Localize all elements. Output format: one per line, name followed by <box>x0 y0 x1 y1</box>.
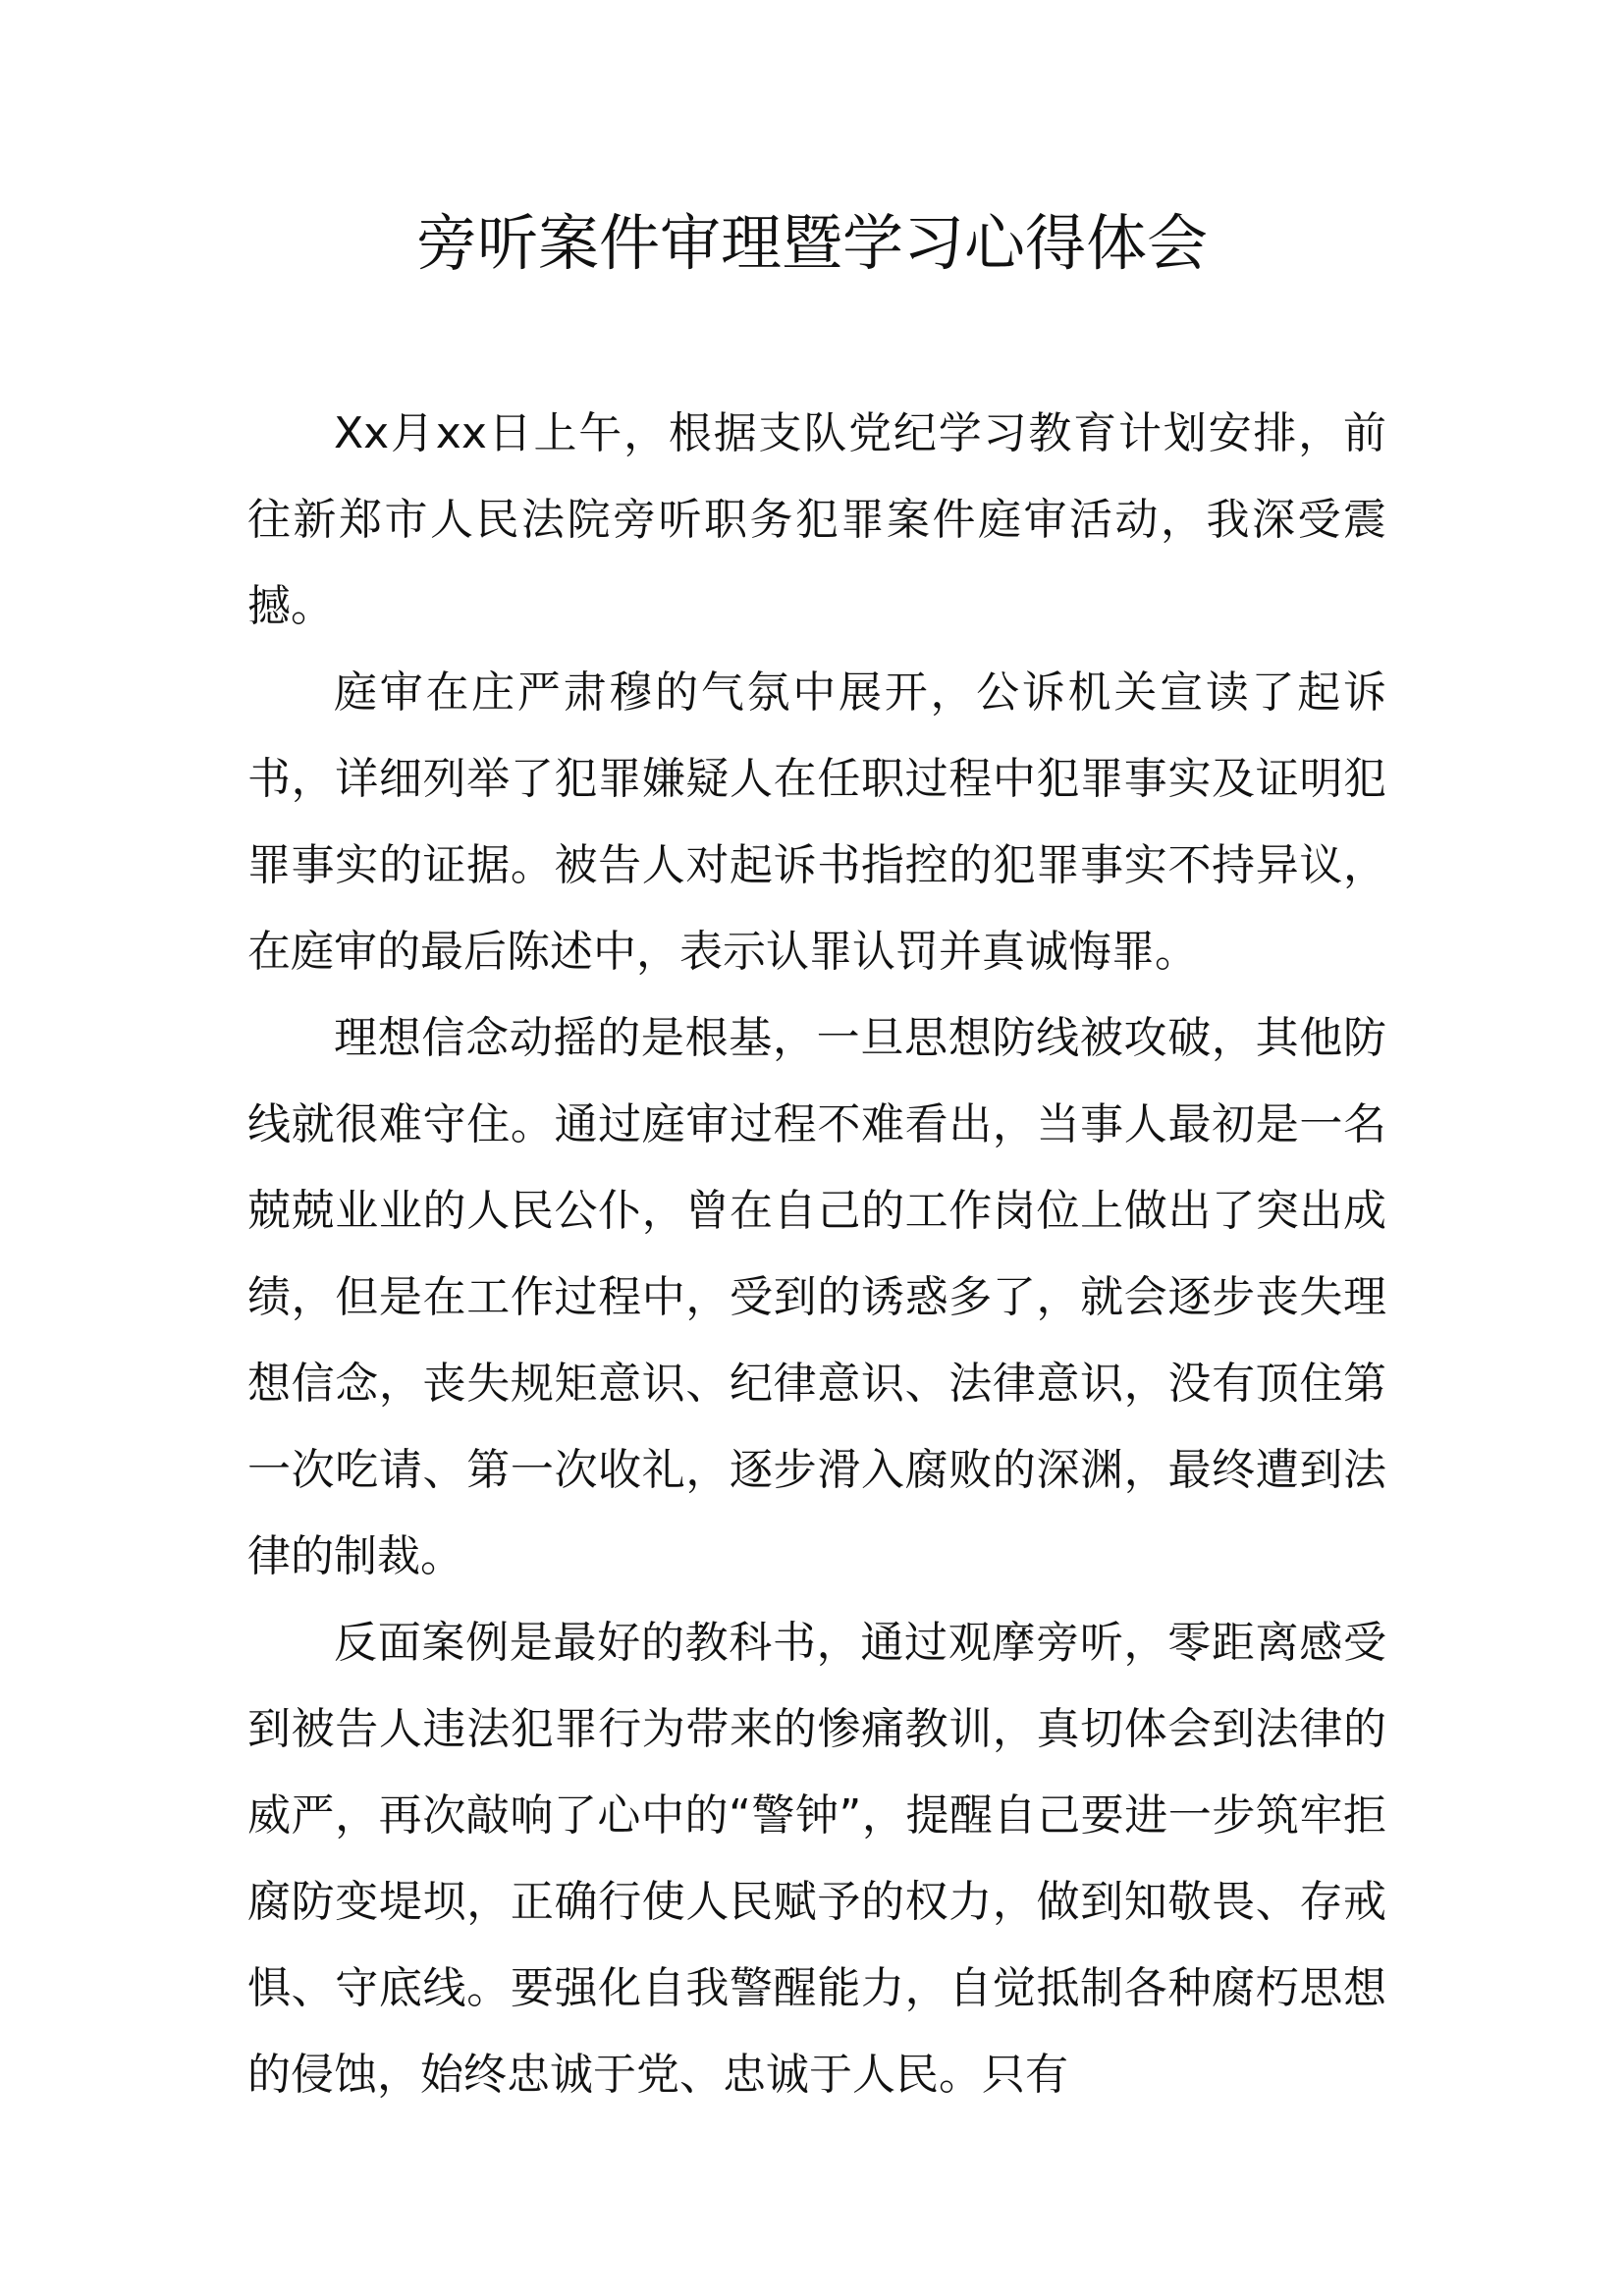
paragraph-1: Xx月xx日上午，根据支队党纪学习教育计划安排，前往新郑市人民法院旁听职务犯罪案件庭审活动，我深受震撼。 <box>247 408 1386 631</box>
paragraph-3: 理想信念动摇的是根基，一旦思想防线被攻破，其他防线就很难守住。通过庭审过程不难看出，当事人最初是一名兢兢业业的人民公仆，曾在自己的工作岗位上做出了突出成绩，但是在工作过程中，受到的诱惑多了，就会逐步丧失理想信念，丧失规矩意识、纪律意识、法律意识，没有顶住第一次吃请、第一次收礼，逐步滑入腐败的深渊，最终遭到法律的制裁。 <box>247 1013 1386 1581</box>
document-body <box>247 391 1386 2118</box>
paragraph-2: 庭审在庄严肃穆的气氛中展开，公诉机关宣读了起诉书，详细列举了犯罪嫌疑人在任职过程中犯罪事实及证明犯罪事实的证据。被告人对起诉书指控的犯罪事实不持异议，在庭审的最后陈述中，表示认罪认罚并真诚悔罪。 <box>247 667 1386 977</box>
document-title: 旁听案件审理暨学习心得体会 <box>415 207 1208 279</box>
paragraph-4: 反面案例是最好的教科书，通过观摩旁听，零距离感受到被告人违法犯罪行为带来的惨痛教训，真切体会到法律的威严，再次敲响了心中的“警钟”，提醒自己要进一步筑牢拒腐防变堤坝，正确行使人民赋予的权力，做到知敬畏、存戒惧、守底线。要强化自我警醒能力，自觉抵制各种腐朽思想的侵蚀，始终忠诚于党、忠诚于人民。只有 <box>247 1618 1386 2100</box>
